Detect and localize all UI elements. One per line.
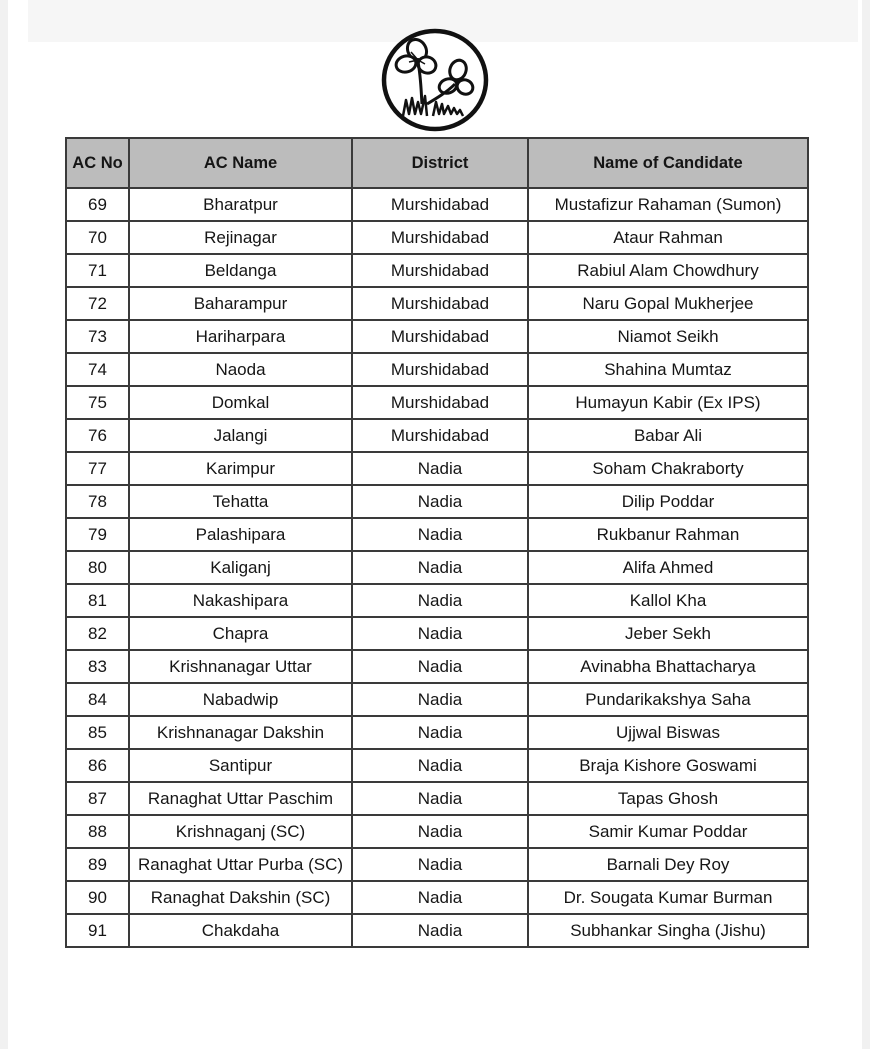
cell-candidate: Dilip Poddar bbox=[528, 485, 808, 518]
table-row bbox=[66, 848, 808, 881]
cell-candidate: Alifa Ahmed bbox=[528, 551, 808, 584]
cell-ac-name: Nakashipara bbox=[129, 584, 352, 617]
table-row bbox=[66, 287, 808, 320]
cell-candidate: Pundarikakshya Saha bbox=[528, 683, 808, 716]
cell-candidate: Barnali Dey Roy bbox=[528, 848, 808, 881]
cell-ac-no: 81 bbox=[66, 584, 129, 617]
cell-district: Nadia bbox=[352, 683, 528, 716]
cell-district: Nadia bbox=[352, 914, 528, 947]
cell-ac-name: Ranaghat Uttar Purba (SC) bbox=[129, 848, 352, 881]
header-ac-no: AC No bbox=[66, 138, 129, 188]
cell-candidate: Babar Ali bbox=[528, 419, 808, 452]
cell-ac-no: 78 bbox=[66, 485, 129, 518]
table-row bbox=[66, 353, 808, 386]
table-row bbox=[66, 584, 808, 617]
table-row bbox=[66, 683, 808, 716]
table-header-row bbox=[66, 138, 808, 188]
cell-ac-name: Krishnaganj (SC) bbox=[129, 815, 352, 848]
cell-ac-no: 77 bbox=[66, 452, 129, 485]
cell-candidate: Kallol Kha bbox=[528, 584, 808, 617]
table-row bbox=[66, 188, 808, 221]
cell-district: Murshidabad bbox=[352, 353, 528, 386]
cell-ac-name: Baharampur bbox=[129, 287, 352, 320]
cell-ac-name: Santipur bbox=[129, 749, 352, 782]
cell-ac-name: Beldanga bbox=[129, 254, 352, 287]
cell-district: Murshidabad bbox=[352, 287, 528, 320]
table-row bbox=[66, 386, 808, 419]
cell-ac-no: 80 bbox=[66, 551, 129, 584]
cell-district: Nadia bbox=[352, 485, 528, 518]
table-row bbox=[66, 617, 808, 650]
cell-candidate: Soham Chakraborty bbox=[528, 452, 808, 485]
cell-ac-name: Kaliganj bbox=[129, 551, 352, 584]
table-row bbox=[66, 254, 808, 287]
cell-ac-no: 89 bbox=[66, 848, 129, 881]
table-row bbox=[66, 914, 808, 947]
cell-ac-no: 90 bbox=[66, 881, 129, 914]
cell-district: Nadia bbox=[352, 848, 528, 881]
cell-ac-name: Karimpur bbox=[129, 452, 352, 485]
cell-district: Nadia bbox=[352, 716, 528, 749]
cell-ac-no: 84 bbox=[66, 683, 129, 716]
cell-district: Murshidabad bbox=[352, 320, 528, 353]
cell-ac-no: 86 bbox=[66, 749, 129, 782]
cell-district: Nadia bbox=[352, 617, 528, 650]
cell-district: Murshidabad bbox=[352, 188, 528, 221]
table-row bbox=[66, 650, 808, 683]
table-row bbox=[66, 749, 808, 782]
cell-ac-name: Bharatpur bbox=[129, 188, 352, 221]
cell-ac-no: 79 bbox=[66, 518, 129, 551]
cell-ac-no: 91 bbox=[66, 914, 129, 947]
cell-ac-no: 71 bbox=[66, 254, 129, 287]
cell-candidate: Niamot Seikh bbox=[528, 320, 808, 353]
cell-candidate: Rukbanur Rahman bbox=[528, 518, 808, 551]
cell-candidate: Subhankar Singha (Jishu) bbox=[528, 914, 808, 947]
table-row bbox=[66, 320, 808, 353]
cell-ac-no: 83 bbox=[66, 650, 129, 683]
cell-district: Nadia bbox=[352, 650, 528, 683]
cell-candidate: Braja Kishore Goswami bbox=[528, 749, 808, 782]
cell-candidate: Dr. Sougata Kumar Burman bbox=[528, 881, 808, 914]
cell-ac-no: 76 bbox=[66, 419, 129, 452]
cell-candidate: Shahina Mumtaz bbox=[528, 353, 808, 386]
cell-ac-name: Ranaghat Dakshin (SC) bbox=[129, 881, 352, 914]
table-row bbox=[66, 452, 808, 485]
cell-district: Nadia bbox=[352, 749, 528, 782]
cell-ac-no: 88 bbox=[66, 815, 129, 848]
cell-ac-name: Jalangi bbox=[129, 419, 352, 452]
cell-ac-name: Hariharpara bbox=[129, 320, 352, 353]
cell-candidate: Jeber Sekh bbox=[528, 617, 808, 650]
cell-ac-no: 75 bbox=[66, 386, 129, 419]
cell-ac-no: 85 bbox=[66, 716, 129, 749]
cell-ac-no: 69 bbox=[66, 188, 129, 221]
cell-ac-name: Domkal bbox=[129, 386, 352, 419]
cell-ac-no: 73 bbox=[66, 320, 129, 353]
cell-ac-name: Rejinagar bbox=[129, 221, 352, 254]
table-row bbox=[66, 551, 808, 584]
header-district: District bbox=[352, 138, 528, 188]
cell-district: Murshidabad bbox=[352, 254, 528, 287]
cell-district: Nadia bbox=[352, 584, 528, 617]
cell-ac-no: 70 bbox=[66, 221, 129, 254]
cell-candidate: Ujjwal Biswas bbox=[528, 716, 808, 749]
cell-ac-name: Naoda bbox=[129, 353, 352, 386]
cell-district: Murshidabad bbox=[352, 221, 528, 254]
table-row bbox=[66, 716, 808, 749]
table-row bbox=[66, 221, 808, 254]
cell-candidate: Mustafizur Rahaman (Sumon) bbox=[528, 188, 808, 221]
cell-ac-no: 72 bbox=[66, 287, 129, 320]
cell-candidate: Humayun Kabir (Ex IPS) bbox=[528, 386, 808, 419]
cell-ac-name: Chakdaha bbox=[129, 914, 352, 947]
cell-ac-no: 87 bbox=[66, 782, 129, 815]
cell-candidate: Naru Gopal Mukherjee bbox=[528, 287, 808, 320]
cell-candidate: Ataur Rahman bbox=[528, 221, 808, 254]
cell-ac-no: 82 bbox=[66, 617, 129, 650]
cell-district: Nadia bbox=[352, 815, 528, 848]
candidate-table bbox=[65, 137, 809, 948]
cell-district: Murshidabad bbox=[352, 386, 528, 419]
cell-candidate: Avinabha Bhattacharya bbox=[528, 650, 808, 683]
table-row bbox=[66, 815, 808, 848]
table-row bbox=[66, 518, 808, 551]
cell-district: Nadia bbox=[352, 452, 528, 485]
cell-ac-name: Tehatta bbox=[129, 485, 352, 518]
cell-ac-name: Krishnanagar Uttar bbox=[129, 650, 352, 683]
table-row bbox=[66, 881, 808, 914]
cell-district: Nadia bbox=[352, 551, 528, 584]
cell-ac-name: Palashipara bbox=[129, 518, 352, 551]
cell-district: Nadia bbox=[352, 881, 528, 914]
cell-ac-name: Ranaghat Uttar Paschim bbox=[129, 782, 352, 815]
cell-ac-name: Krishnanagar Dakshin bbox=[129, 716, 352, 749]
cell-ac-name: Nabadwip bbox=[129, 683, 352, 716]
cell-district: Nadia bbox=[352, 782, 528, 815]
cell-district: Nadia bbox=[352, 518, 528, 551]
cell-ac-no: 74 bbox=[66, 353, 129, 386]
table-row bbox=[66, 782, 808, 815]
cell-candidate: Rabiul Alam Chowdhury bbox=[528, 254, 808, 287]
header-candidate: Name of Candidate bbox=[528, 138, 808, 188]
cell-district: Murshidabad bbox=[352, 419, 528, 452]
header-ac-name: AC Name bbox=[129, 138, 352, 188]
cell-candidate: Samir Kumar Poddar bbox=[528, 815, 808, 848]
cell-candidate: Tapas Ghosh bbox=[528, 782, 808, 815]
grass-flower-emblem-icon bbox=[381, 28, 489, 132]
table-row bbox=[66, 419, 808, 452]
cell-ac-name: Chapra bbox=[129, 617, 352, 650]
table-row bbox=[66, 485, 808, 518]
